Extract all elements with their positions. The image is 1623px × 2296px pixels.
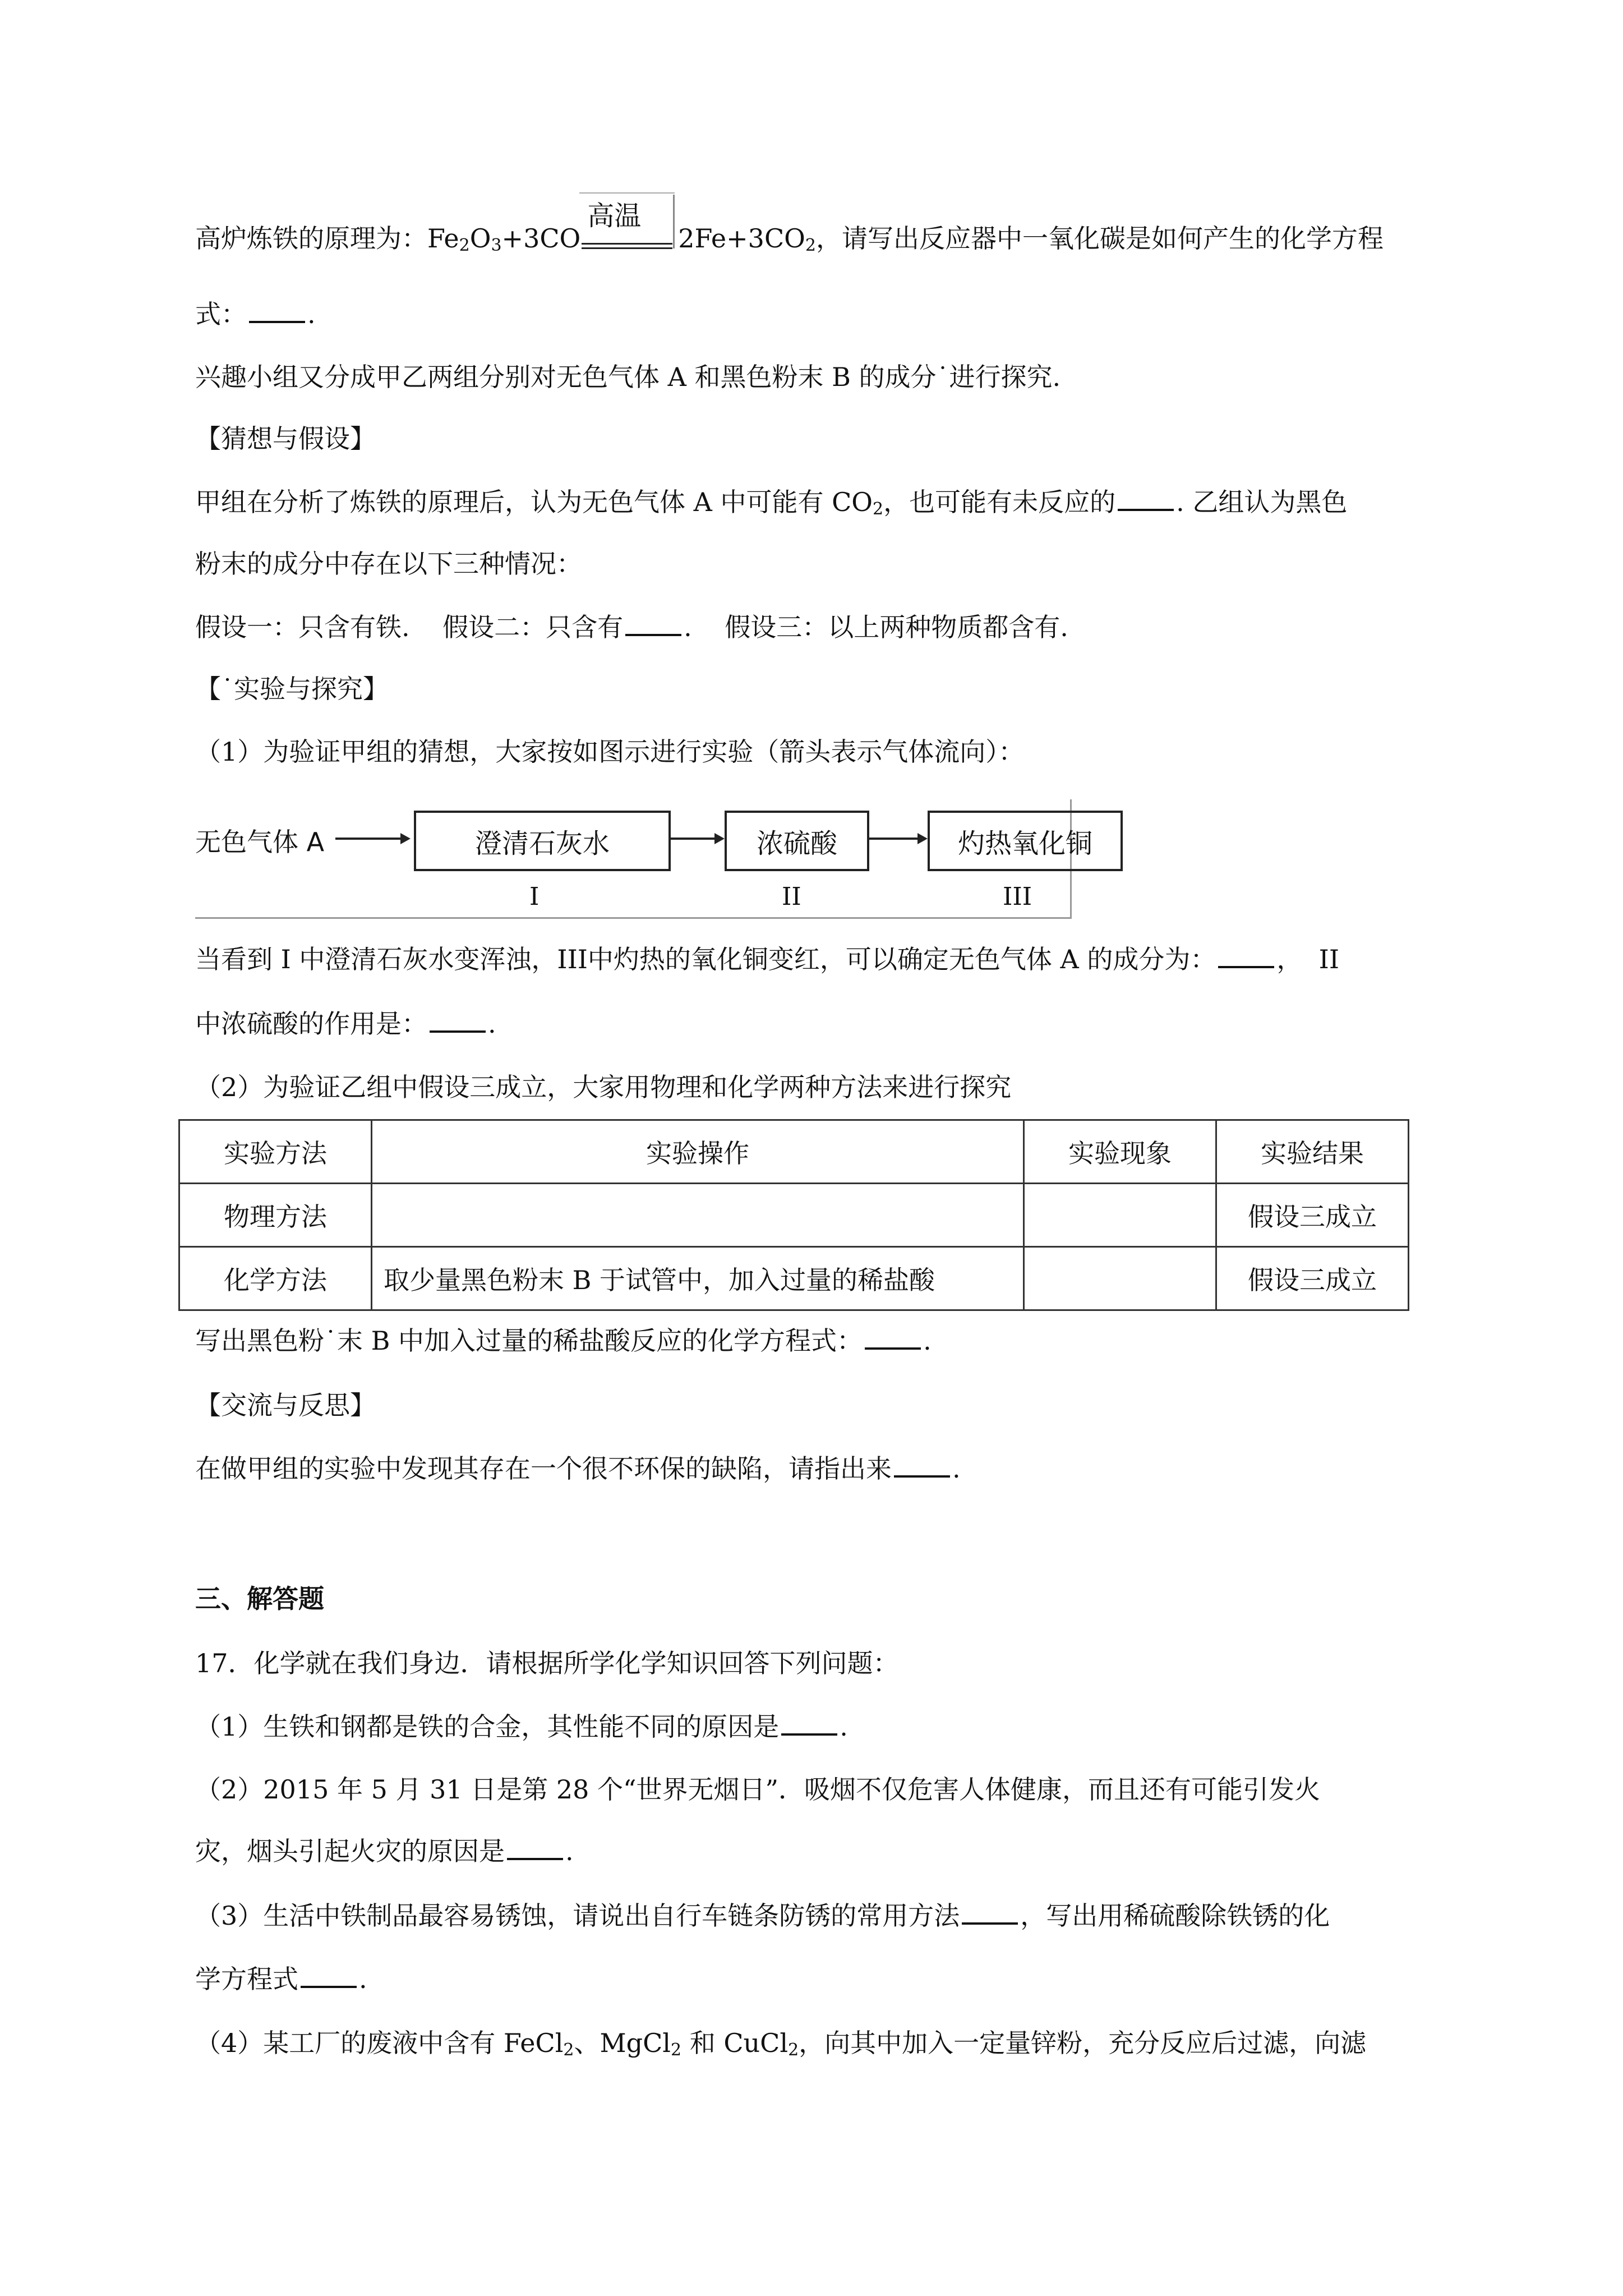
- text: 甲组在分析了炼铁的原理后，认为无色气体 A 中可能有 CO: [195, 487, 873, 517]
- paragraph: [195, 1007, 496, 1041]
- text: 当看到 I 中澄清石灰水变浑浊，III中灼热的氧化铜变红，可以确定无色气体 A 的成分为：: [195, 944, 1216, 974]
- subscript: 2: [805, 236, 816, 255]
- sulfuric-acid-box: 浓硫酸: [725, 811, 869, 871]
- subscript: 3: [491, 236, 502, 255]
- reaction-condition: [582, 200, 677, 257]
- answer-blank: [249, 298, 305, 323]
- answer-blank: [507, 1835, 563, 1860]
- paragraph: [195, 1452, 961, 1485]
- label-ii: II: [782, 882, 801, 911]
- table-cell: [1024, 1247, 1216, 1310]
- text: .: [923, 1326, 932, 1356]
- text: .: [488, 1009, 496, 1039]
- formula: Fe: [427, 223, 459, 254]
- paragraph: 粉末的成分中存在以下三种情况：: [195, 549, 582, 579]
- copper-oxide-box: 灼热氧化铜: [928, 811, 1123, 871]
- paragraph: [195, 1324, 932, 1358]
- text: .: [840, 1711, 848, 1742]
- question-17-2: （2）2015 年 5 月 31 日是第 28 个“世界无烟日”．吸烟不仅危害人体健康，而且还有可能引发火: [195, 1774, 1321, 1805]
- answer-blank: [781, 1711, 837, 1736]
- experiment-table: [178, 1119, 1409, 1311]
- answer-blank: [1118, 486, 1174, 511]
- text: 和 CuCl: [681, 2028, 789, 2058]
- text: . 乙组认为黑色: [1176, 487, 1348, 517]
- text: 、MgCl: [574, 2028, 671, 2058]
- text: 在做甲组的实验中发现其存在一个很不环保的缺陷，请指出来: [195, 1453, 892, 1484]
- equation-line-cont: [195, 297, 316, 331]
- question-17-1: [195, 1710, 848, 1743]
- answer-blank: [865, 1325, 921, 1350]
- hypotheses: [195, 610, 1068, 644]
- text: ，也可能有未反应的: [883, 487, 1116, 517]
- section-title: 三、解答题: [195, 1584, 324, 1614]
- subscript: 2: [563, 2040, 574, 2060]
- table-cell: [1024, 1184, 1216, 1247]
- text: （1）生铁和钢都是铁的合金，其性能不同的原因是: [195, 1711, 780, 1742]
- text: 学方程式: [195, 1964, 298, 1994]
- text: （3）生活中铁制品最容易锈蚀，请说出自行车链条防锈的常用方法: [195, 1901, 960, 1931]
- flow-arrow: [335, 838, 408, 840]
- text: .: [952, 1453, 961, 1484]
- section-heading-experiment: 【˙实验与探究】: [195, 674, 389, 704]
- table-cell: 物理方法: [179, 1184, 372, 1247]
- table-row: [179, 1184, 1409, 1247]
- text: .: [359, 1964, 367, 1994]
- text: 假设一：只含有铁. 假设二：只含有: [195, 612, 624, 642]
- question-17-3-cont: [195, 1962, 367, 1996]
- question-17: 17．化学就在我们身边．请根据所学化学知识回答下列问题：: [195, 1648, 899, 1678]
- answer-blank: [894, 1453, 950, 1478]
- table-header: 实验操作: [372, 1120, 1024, 1184]
- answer-blank: [301, 1963, 357, 1988]
- text: ，请写出反应器中一氧化碳是如何产生的化学方程: [815, 223, 1384, 254]
- table-header: 实验结果: [1216, 1120, 1409, 1184]
- subscript: 2: [459, 236, 470, 255]
- text: ， II: [1276, 944, 1339, 974]
- answer-blank: [962, 1900, 1018, 1925]
- label-iii: III: [1003, 882, 1032, 911]
- text: .: [565, 1836, 574, 1866]
- text: 中浓硫酸的作用是：: [195, 1009, 427, 1039]
- formula: O: [469, 223, 491, 254]
- table-header: 实验现象: [1024, 1120, 1216, 1184]
- question-17-4: [195, 2026, 1366, 2067]
- flow-arrow: [867, 838, 925, 840]
- table-header: 实验方法: [179, 1120, 372, 1184]
- formula: +3CO: [501, 223, 581, 254]
- label-i: I: [529, 882, 540, 911]
- text: . 假设三：以上两种物质都含有.: [684, 612, 1068, 642]
- text: 灾，烟头引起火灾的原因是: [195, 1836, 505, 1866]
- limewater-box: 澄清石灰水: [414, 811, 671, 871]
- text: ，写出用稀硫酸除铁锈的化: [1020, 1901, 1330, 1931]
- subscript: 2: [873, 499, 884, 519]
- answer-blank: [1218, 944, 1274, 968]
- text: 高炉炼铁的原理为：: [195, 223, 427, 254]
- section-heading-reflect: 【交流与反思】: [195, 1390, 376, 1420]
- paragraph: [195, 485, 1347, 526]
- text: .: [307, 299, 316, 329]
- text: 写出黑色粉˙末 B 中加入过量的稀盐酸反应的化学方程式：: [195, 1326, 863, 1356]
- table-cell: 假设三成立: [1216, 1247, 1409, 1310]
- question-17-2-cont: [195, 1834, 574, 1868]
- table-header-row: [179, 1120, 1409, 1184]
- section-heading-guess: 【猜想与假设】: [195, 424, 376, 454]
- table-cell: 取少量黑色粉末 B 于试管中，加入过量的稀盐酸: [372, 1247, 1024, 1310]
- table-cell: [372, 1184, 1024, 1247]
- flow-arrow: [668, 838, 722, 840]
- table-cell: 假设三成立: [1216, 1184, 1409, 1247]
- question-17-3: [195, 1899, 1330, 1932]
- subscript: 2: [670, 2040, 682, 2060]
- text: 式：: [195, 299, 247, 329]
- table-row: [179, 1247, 1409, 1310]
- apparatus-diagram: [195, 799, 1092, 919]
- condition-label: 高温: [587, 200, 642, 232]
- paragraph: [195, 942, 1339, 976]
- gas-label: 无色气体 A: [195, 827, 325, 857]
- answer-blank: [625, 611, 681, 636]
- paragraph: （1）为验证甲组的猜想，大家按如图示进行实验（箭头表示气体流向）：: [195, 737, 1025, 767]
- answer-blank: [430, 1008, 486, 1033]
- formula: 2Fe+3CO: [678, 223, 805, 254]
- equation-line: [195, 200, 1384, 263]
- subscript: 2: [788, 2040, 799, 2060]
- text: ，向其中加入一定量锌粉，充分反应后过滤，向滤: [799, 2028, 1367, 2058]
- paragraph: 兴趣小组又分成甲乙两组分别对无色气体 A 和黑色粉末 B 的成分˙进行探究.: [195, 362, 1061, 392]
- paragraph: （2）为验证乙组中假设三成立，大家用物理和化学两种方法来进行探究: [195, 1072, 1012, 1102]
- table-cell: 化学方法: [179, 1247, 372, 1310]
- text: （4）某工厂的废液中含有 FeCl: [195, 2028, 564, 2058]
